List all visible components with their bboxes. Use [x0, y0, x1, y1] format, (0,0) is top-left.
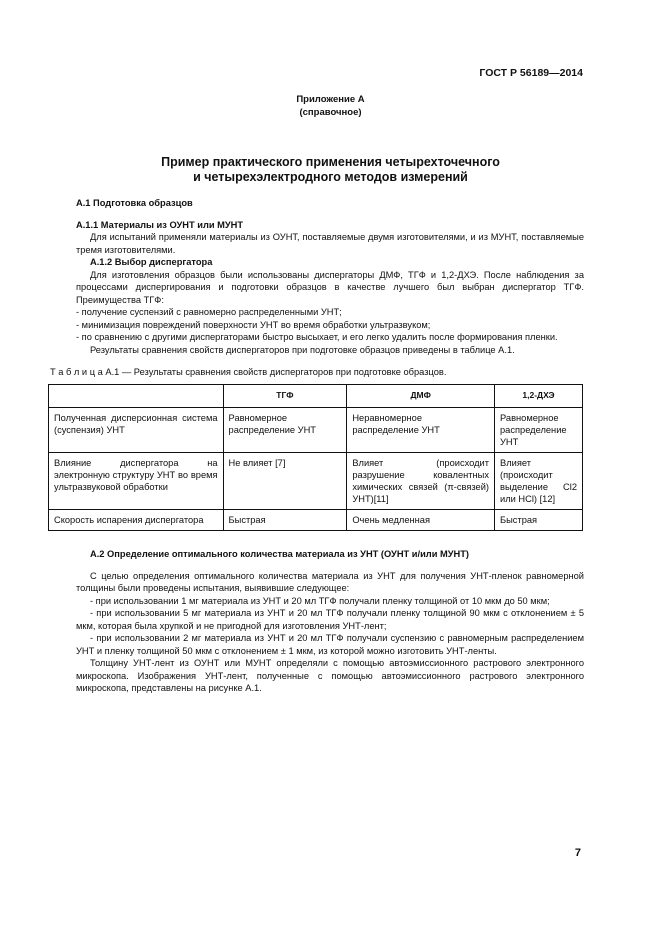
title-line-1: Пример практического применения четырехточечного [161, 155, 500, 169]
bullet-item: - при использовании 1 мг материала из УНТ и 20 мл ТГФ получали пленку толщиной от 10 мкм до 50 мкм; [90, 595, 550, 606]
table-header-row [49, 385, 583, 408]
page-number: 7 [574, 847, 581, 859]
table-cell: Равномерное распределение УНТ [495, 408, 583, 453]
table-row [49, 408, 583, 453]
subsection-1-1-text: Для испытаний применяли материалы из ОУНТ, поставляемые двумя изготовителями, и из МУНТ, поставляемые тремя изготовителями. [76, 232, 584, 255]
table-header-cell: 1,2-ДХЭ [495, 385, 583, 408]
appendix-label: Приложение А [296, 94, 365, 105]
table-caption: Т а б л и ц а А.1 — Результаты сравнения свойств диспергаторов при подготовке образцов. [50, 367, 447, 377]
subsection-1-1-heading: А.1.1 Материалы из ОУНТ или МУНТ [76, 219, 244, 230]
bullet-item: - по сравнению с другими диспергаторами быстро высыхает, и его легко удалить после формирования пленки. [76, 332, 558, 342]
section-2-intro: С целью определения оптимального количества материала из УНТ для получения УНТ-пленок равномерной толщины были проведены испытания, выявившие следующее: [76, 570, 584, 593]
subsection-1-2-text: Для изготовления образцов были использованы диспергаторы ДМФ, ТГФ и 1,2-ДХЭ. После наблюдения за процессами диспергирования и подготовки образцов в качестве лучшего был выбран диспергатор ТГФ. Преимущества ТГФ: [76, 269, 584, 305]
table-cell: Влияет (происходит выделение Cl2 или HCl) [12] [495, 453, 583, 510]
section-1-heading: А.1 Подготовка образцов [76, 198, 193, 208]
bullet-item: - минимизация повреждений поверхности УНТ во время обработки ультразвуком; [76, 319, 431, 330]
appendix-heading [0, 93, 661, 119]
results-text: Результаты сравнения свойств диспергаторов при подготовке образцов приведены в таблице А.1. [90, 344, 515, 355]
title-line-2: и четырехэлектродного методов измерений [193, 170, 468, 184]
table-cell: Полученная дисперсионная система (суспензия) УНТ [49, 408, 224, 453]
document-code: ГОСТ Р 56189—2014 [479, 67, 583, 79]
section-2-conclusion: Толщину УНТ-лент из ОУНТ или МУНТ определяли с помощью автоэмиссионного растрового электронного микроскопа. Изображения УНТ-лент, полученные с помощью автоэмиссионного растрового электронного микроскопа, представлены на рисунке А.1. [76, 658, 584, 693]
table-cell: Равномерное распределение УНТ [223, 408, 347, 453]
section-1 [76, 197, 584, 356]
table-row [49, 453, 583, 510]
table-cell: Не влияет [7] [223, 453, 347, 510]
section-2-heading: А.2 Определение оптимального количества материала из УНТ (ОУНТ и/или МУНТ) [90, 549, 470, 559]
comparison-table [48, 384, 583, 531]
bullet-item: - получение суспензий с равномерно распределенными УНТ; [76, 307, 342, 317]
table-cell: Быстрая [495, 510, 583, 531]
table-cell: Очень медленная [347, 510, 495, 531]
bullet-item: - при использовании 5 мг материала из УНТ и 20 мл ТГФ получали пленку толщиной 90 мкм с отклонением ± 5 мкм, которая была хрупкой и не пригодной для изготовления УНТ-лент; [76, 608, 584, 631]
table-cell: Влияет (происходит разрушение ковалентных химических связей (π-связей) УНТ)[11] [347, 453, 495, 510]
table-row [49, 510, 583, 531]
appendix-type: (справочное) [299, 107, 362, 118]
table-cell: Скорость испарения диспергатора [49, 510, 224, 531]
table-cell: Быстрая [223, 510, 347, 531]
table-header-cell [49, 385, 224, 408]
table-header-cell: ТГФ [223, 385, 347, 408]
table-cell: Неравномерное распределение УНТ [347, 408, 495, 453]
page-title [0, 155, 661, 185]
bullet-item: - при использовании 2 мг материала из УНТ и 20 мл ТГФ получали суспензию с равномерным распределением УНТ и пленку толщиной 50 мкм с отклонением ± 1 мкм, из которой можно изготовить УНТ-ленты. [76, 633, 584, 656]
table-header-cell: ДМФ [347, 385, 495, 408]
subsection-1-2-heading: А.1.2 Выбор диспергатора [90, 257, 213, 267]
table-cell: Влияние диспергатора на электронную структуру УНТ во время ультразвуковой обработки [49, 453, 224, 510]
section-2 [76, 548, 584, 695]
